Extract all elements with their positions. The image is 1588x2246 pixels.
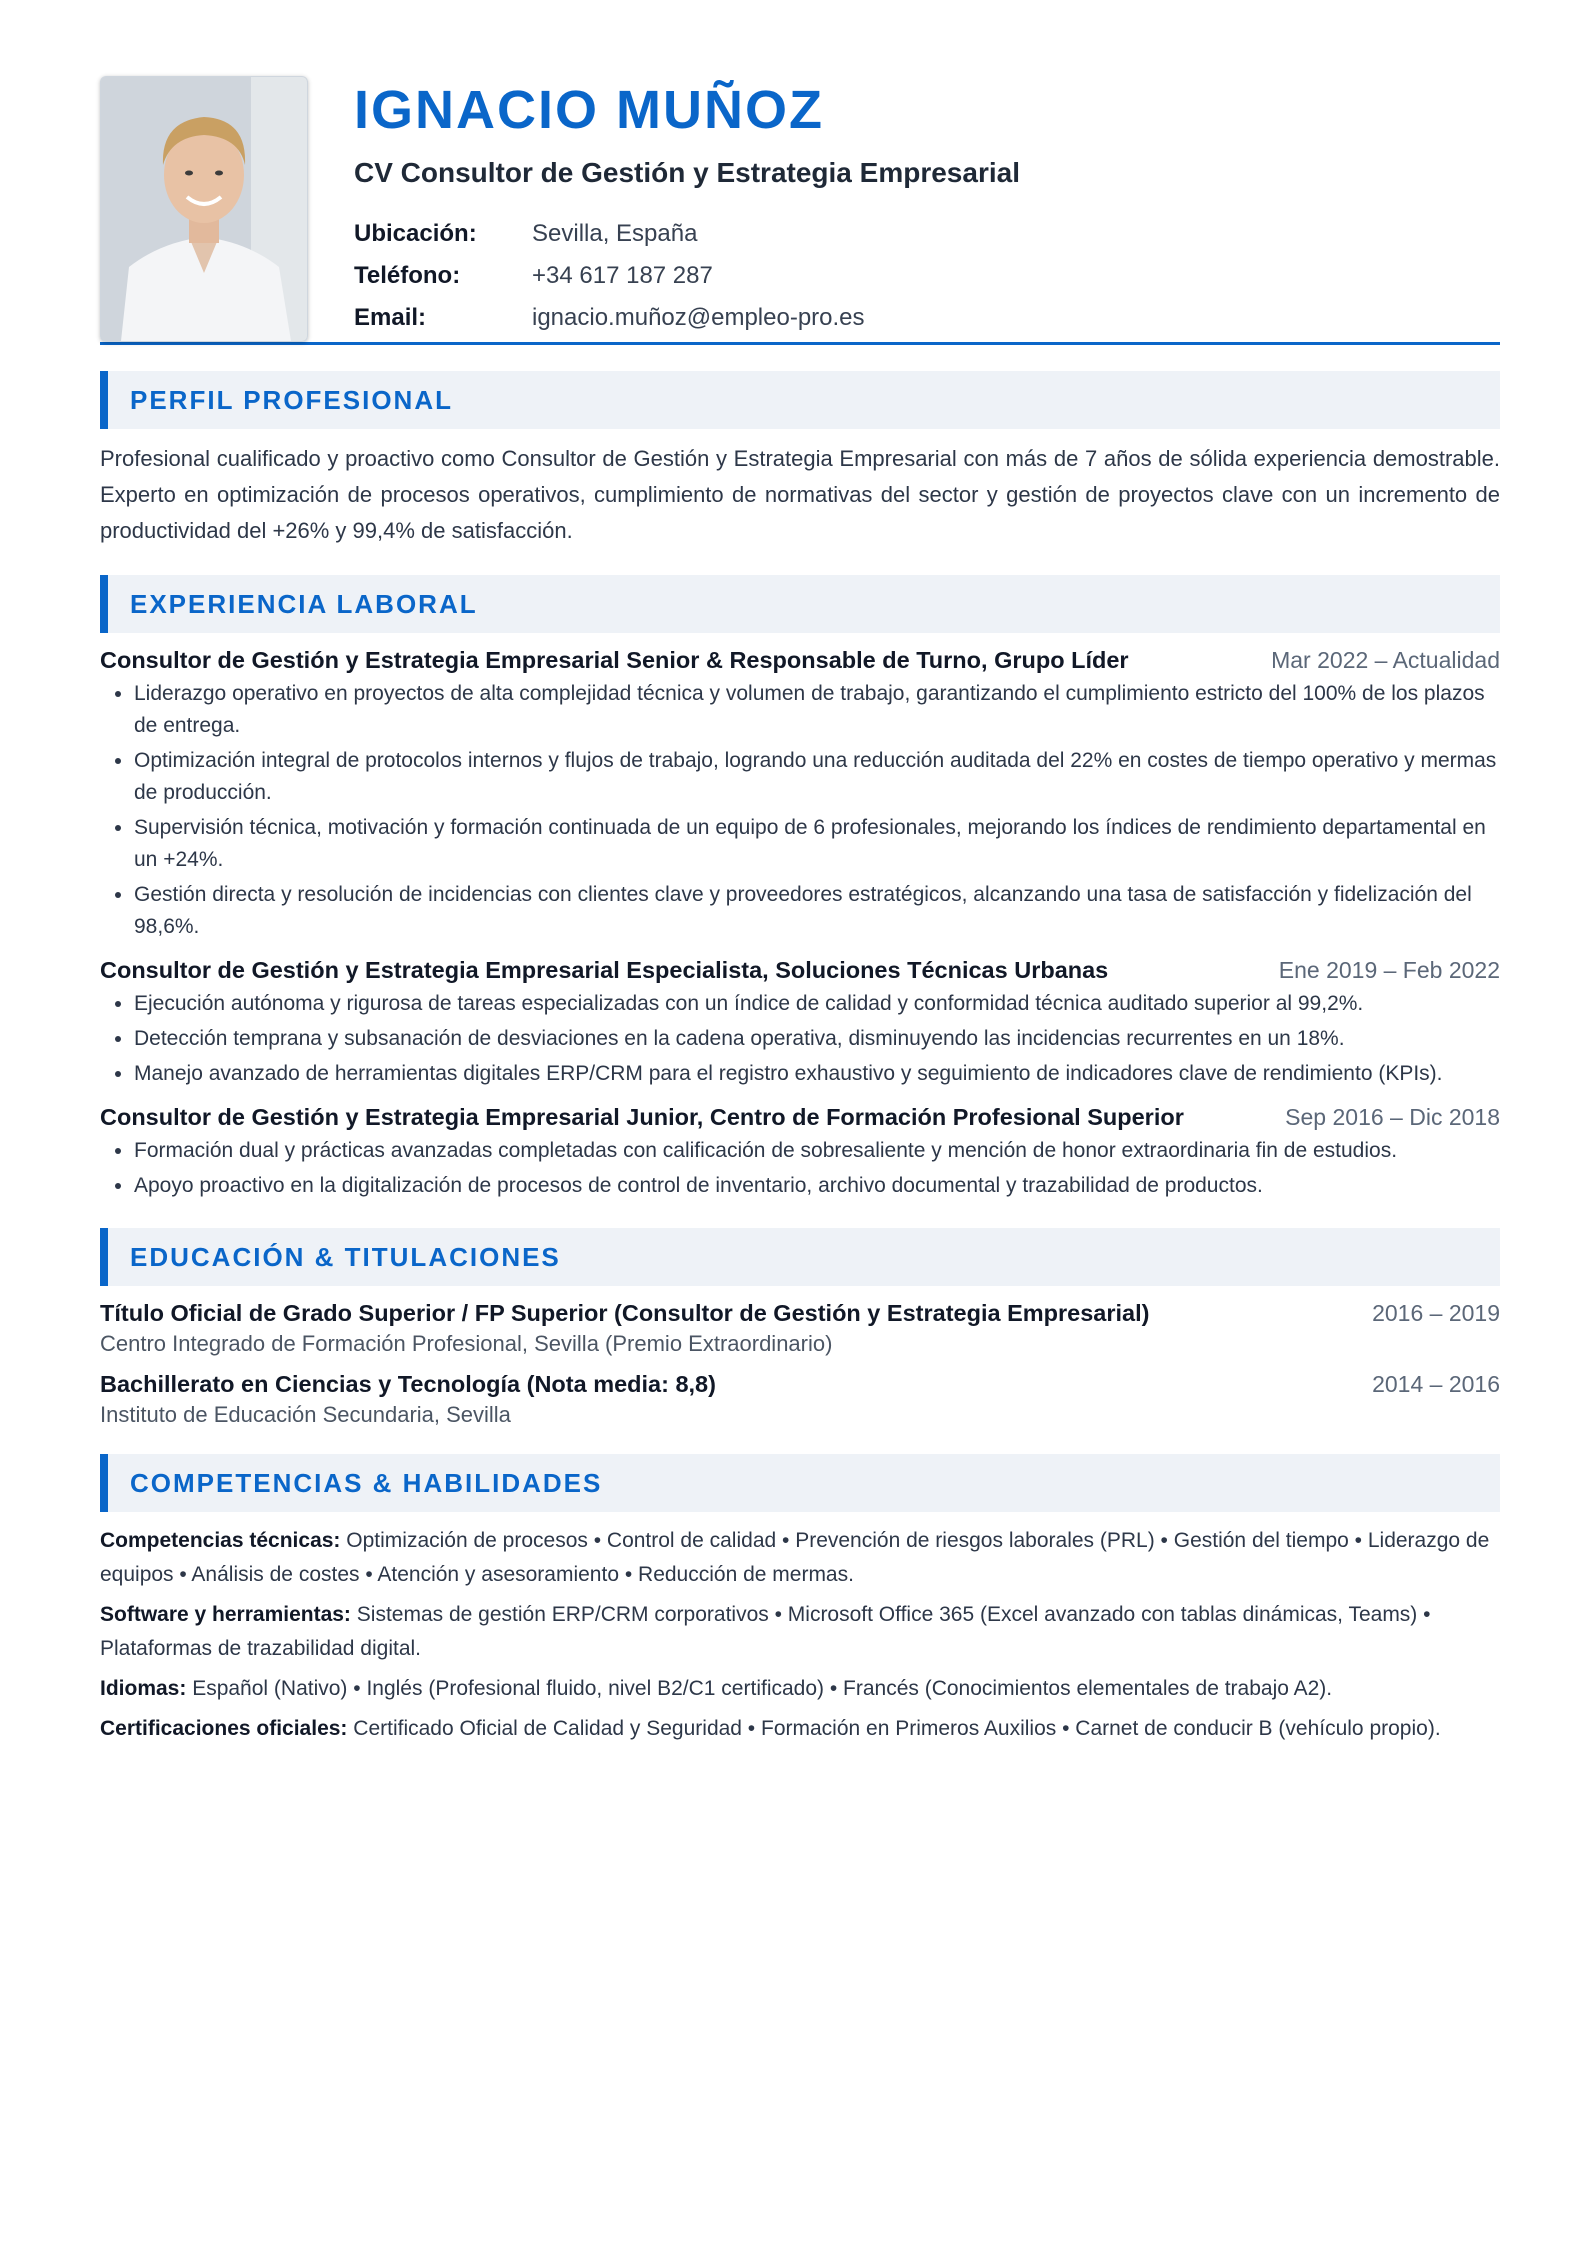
job-bullets	[100, 988, 1500, 1090]
job-date: Ene 2019 – Feb 2022	[1278, 957, 1500, 983]
education-entry	[100, 1371, 1500, 1428]
job-entry	[100, 957, 1500, 1090]
resume-header	[100, 76, 1500, 342]
contact-label: Teléfono:	[354, 261, 461, 289]
list-item: • Detección temprana y subsanación de desviaciones en la cadena operativa, disminuyendo las incidencias recurrentes en un 18%.	[134, 1023, 1500, 1055]
section-title: COMPETENCIAS & HABILIDADES	[130, 1467, 603, 1498]
skill-label: Competencias técnicas:	[100, 1529, 341, 1552]
skill-text: Sistemas de gestión ERP/CRM corporativos • Microsoft Office 365 (Excel avanzado con tablas dinámicas, Teams) • Plataformas de trazabilidad digital.	[100, 1603, 1431, 1660]
education-title: Bachillerato en Ciencias y Tecnología (Nota media: 8,8)	[100, 1371, 716, 1397]
skill-text: Español (Nativo) • Inglés (Profesional fluido, nivel B2/C1 certificado) • Francés (Conocimientos elementales de trabajo A2).	[186, 1677, 1333, 1700]
section-header-education	[100, 1228, 1500, 1286]
job-date: Mar 2022 – Actualidad	[1271, 647, 1500, 673]
profile-text: Profesional cualificado y proactivo como Consultor de Gestión y Estrategia Empresarial con más de 7 años de sólida experiencia demostrable. Experto en optimización de procesos operativos, cumplimiento de normativas del sector y gestión de proyectos clave con un incremento de productividad del +26% y 99,4% de satisfacción.	[100, 446, 1500, 543]
header-info	[354, 82, 1500, 339]
skill-line	[100, 1524, 1500, 1592]
job-title: Consultor de Gestión y Estrategia Empresarial Senior & Responsable de Turno, Grupo Líder	[100, 647, 1129, 673]
list-item: • Liderazgo operativo en proyectos de alta complejidad técnica y volumen de trabajo, garantizando el cumplimiento estricto del 100% de los plazos de entrega.	[134, 678, 1500, 742]
skill-label: Software y herramientas:	[100, 1603, 351, 1626]
header-divider	[100, 342, 1500, 345]
list-item: • Ejecución autónoma y rigurosa de tareas especializadas con un índice de calidad y conformidad técnica auditado superior al 99,2%.	[134, 988, 1500, 1020]
job-entry	[100, 647, 1500, 943]
section-title: EDUCACIÓN & TITULACIONES	[130, 1241, 561, 1272]
education-date: 2016 – 2019	[1372, 1300, 1500, 1326]
contact-value: +34 617 187 287	[532, 261, 713, 289]
contact-value: ignacio.muñoz@empleo-pro.es	[532, 303, 865, 331]
section-title: EXPERIENCIA LABORAL	[130, 588, 478, 619]
section-header-profile	[100, 371, 1500, 429]
skill-line	[100, 1712, 1500, 1746]
education-institution: Centro Integrado de Formación Profesional, Sevilla (Premio Extraordinario)	[100, 1331, 833, 1356]
list-item: • Optimización integral de protocolos internos y flujos de trabajo, logrando una reducción auditada del 22% en costes de tiempo operativo y mermas de producción.	[134, 745, 1500, 809]
profile-photo	[100, 76, 308, 342]
contact-label: Email:	[354, 303, 427, 331]
education-entry	[100, 1300, 1500, 1357]
job-bullets	[100, 1135, 1500, 1202]
skill-label: Idiomas:	[100, 1677, 187, 1700]
job-title: Consultor de Gestión y Estrategia Empresarial Junior, Centro de Formación Profesional Superior	[100, 1104, 1184, 1130]
list-item: • Manejo avanzado de herramientas digitales ERP/CRM para el registro exhaustivo y seguimiento de indicadores clave de rendimiento (KPIs).	[134, 1058, 1500, 1090]
education-date: 2014 – 2016	[1372, 1371, 1500, 1397]
skill-text: Optimización de procesos • Control de calidad • Prevención de riesgos laborales (PRL) • Gestión del tiempo • Liderazgo de equipos • Análisis de costes • Atención y asesoramiento • Reducción de mermas.	[100, 1529, 1490, 1586]
candidate-name: IGNACIO MUÑOZ	[354, 80, 824, 140]
list-item: • Supervisión técnica, motivación y formación continuada de un equipo de 6 profesionales, mejorando los índices de rendimiento departamental en un +24%.	[134, 812, 1500, 876]
skills-list	[100, 1524, 1500, 1746]
job-entry	[100, 1104, 1500, 1202]
job-date: Sep 2016 – Dic 2018	[1285, 1104, 1500, 1130]
contact-value: Sevilla, España	[532, 219, 698, 247]
contact-location	[354, 213, 1500, 255]
contact-phone	[354, 255, 1500, 297]
skill-line	[100, 1598, 1500, 1666]
section-header-experience	[100, 575, 1500, 633]
section-header-skills	[100, 1454, 1500, 1512]
education-title: Título Oficial de Grado Superior / FP Superior (Consultor de Gestión y Estrategia Empresarial)	[100, 1300, 1150, 1326]
contact-email	[354, 297, 1500, 339]
skill-label: Certificaciones oficiales:	[100, 1717, 348, 1740]
job-title: Consultor de Gestión y Estrategia Empresarial Especialista, Soluciones Técnicas Urbanas	[100, 957, 1109, 983]
skill-text: Certificado Oficial de Calidad y Seguridad • Formación en Primeros Auxilios • Carnet de conducir B (vehículo propio).	[347, 1717, 1441, 1740]
contact-label: Ubicación:	[354, 219, 477, 247]
list-item: • Gestión directa y resolución de incidencias con clientes clave y proveedores estratégicos, alcanzando una tasa de satisfacción y fidelización del 98,6%.	[134, 879, 1500, 943]
skill-line	[100, 1672, 1500, 1706]
list-item: • Formación dual y prácticas avanzadas completadas con calificación de sobresaliente y mención de honor extraordinaria fin de estudios.	[134, 1135, 1500, 1167]
contact-block	[354, 213, 1500, 339]
cv-subtitle: CV Consultor de Gestión y Estrategia Empresarial	[354, 156, 1020, 188]
section-title: PERFIL PROFESIONAL	[130, 384, 453, 415]
job-bullets	[100, 678, 1500, 943]
education-institution: Instituto de Educación Secundaria, Sevilla	[100, 1402, 511, 1427]
list-item: • Apoyo proactivo en la digitalización de procesos de control de inventario, archivo documental y trazabilidad de productos.	[134, 1170, 1500, 1202]
